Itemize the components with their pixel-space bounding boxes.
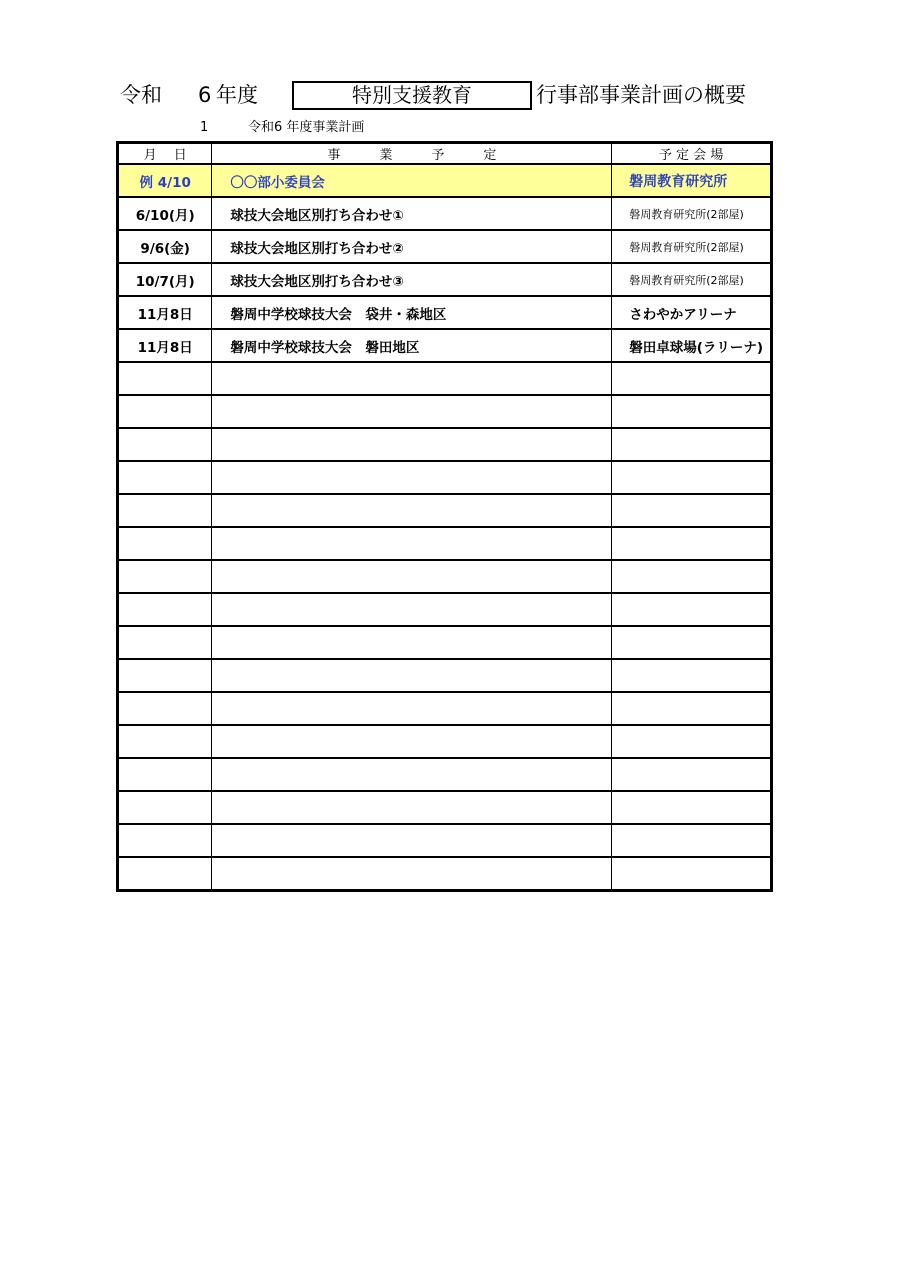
table-row	[118, 857, 772, 891]
venue-cell: さわやかアリーナ	[612, 296, 772, 329]
department-name-box: 特別支援教育	[292, 81, 532, 110]
event-cell	[212, 560, 612, 593]
table-row	[118, 461, 772, 494]
event-cell	[212, 758, 612, 791]
date-cell	[118, 791, 212, 824]
title-nendo: 年度	[216, 83, 258, 107]
date-cell: 6/10(月)	[118, 197, 212, 230]
table-row	[118, 626, 772, 659]
venue-cell	[612, 692, 772, 725]
table-row	[118, 659, 772, 692]
date-cell	[118, 461, 212, 494]
event-cell: 球技大会地区別打ち合わせ③	[212, 263, 612, 296]
date-cell	[118, 593, 212, 626]
date-cell	[118, 362, 212, 395]
venue-cell	[612, 428, 772, 461]
date-cell: 10/7(月)	[118, 263, 212, 296]
event-cell	[212, 395, 612, 428]
venue-cell: 磐周教育研究所(2部屋)	[612, 197, 772, 230]
table-row	[118, 725, 772, 758]
date-cell	[118, 725, 212, 758]
venue-cell: 磐周教育研究所	[612, 164, 772, 197]
event-cell: 球技大会地区別打ち合わせ②	[212, 230, 612, 263]
date-cell	[118, 395, 212, 428]
date-cell	[118, 527, 212, 560]
table-row	[118, 395, 772, 428]
table-row	[118, 494, 772, 527]
event-cell: 磐周中学校球技大会 袋井・森地区	[212, 296, 612, 329]
table-row	[118, 362, 772, 395]
table-row	[118, 296, 772, 329]
table-row	[118, 197, 772, 230]
venue-cell	[612, 758, 772, 791]
venue-cell	[612, 659, 772, 692]
section-number: 1	[200, 120, 209, 135]
event-cell	[212, 428, 612, 461]
table-row	[118, 560, 772, 593]
table-row	[118, 791, 772, 824]
event-cell	[212, 527, 612, 560]
date-cell	[118, 758, 212, 791]
venue-cell: 磐周教育研究所(2部屋)	[612, 263, 772, 296]
table-row	[118, 428, 772, 461]
date-cell	[118, 857, 212, 891]
date-cell: 11月8日	[118, 329, 212, 362]
header-venue: 予 定 会 場	[612, 143, 772, 165]
venue-cell	[612, 626, 772, 659]
venue-cell	[612, 395, 772, 428]
date-cell	[118, 428, 212, 461]
event-cell	[212, 692, 612, 725]
event-cell	[212, 461, 612, 494]
table-row	[118, 824, 772, 857]
event-cell	[212, 857, 612, 891]
venue-cell	[612, 560, 772, 593]
date-cell	[118, 494, 212, 527]
date-cell: 例 4/10	[118, 164, 212, 197]
title-year: 6	[198, 83, 212, 107]
venue-cell	[612, 461, 772, 494]
table-row	[118, 593, 772, 626]
date-cell: 9/6(金)	[118, 230, 212, 263]
venue-cell	[612, 857, 772, 891]
table-header-row	[118, 143, 772, 165]
event-cell	[212, 494, 612, 527]
table-row	[118, 527, 772, 560]
date-cell	[118, 560, 212, 593]
venue-cell: 磐田卓球場(ラリーナ)	[612, 329, 772, 362]
date-cell	[118, 824, 212, 857]
venue-cell	[612, 494, 772, 527]
venue-cell	[612, 824, 772, 857]
event-cell	[212, 824, 612, 857]
venue-cell	[612, 593, 772, 626]
table-row	[118, 758, 772, 791]
event-cell	[212, 659, 612, 692]
venue-cell	[612, 362, 772, 395]
section-title: 令和6 年度事業計画	[248, 120, 365, 135]
table-row	[118, 329, 772, 362]
event-cell: 磐周中学校球技大会 磐田地区	[212, 329, 612, 362]
date-cell	[118, 659, 212, 692]
date-cell	[118, 626, 212, 659]
event-cell	[212, 791, 612, 824]
date-cell: 11月8日	[118, 296, 212, 329]
title-era: 令和	[120, 83, 162, 107]
example-row	[118, 164, 772, 197]
event-cell	[212, 725, 612, 758]
date-cell	[118, 692, 212, 725]
table-row	[118, 230, 772, 263]
table-row	[118, 692, 772, 725]
header-event: 事 業 予 定	[212, 143, 612, 165]
event-cell	[212, 593, 612, 626]
event-cell: 球技大会地区別打ち合わせ①	[212, 197, 612, 230]
event-plan-table	[116, 141, 773, 892]
venue-cell	[612, 791, 772, 824]
event-cell	[212, 626, 612, 659]
venue-cell	[612, 527, 772, 560]
venue-cell	[612, 725, 772, 758]
event-cell	[212, 362, 612, 395]
header-date: 月 日	[118, 143, 212, 165]
event-cell: 〇〇部小委員会	[212, 164, 612, 197]
document-title	[120, 80, 780, 110]
venue-cell: 磐周教育研究所(2部屋)	[612, 230, 772, 263]
table-row	[118, 263, 772, 296]
title-suffix: 行事部事業計画の概要	[536, 83, 746, 107]
